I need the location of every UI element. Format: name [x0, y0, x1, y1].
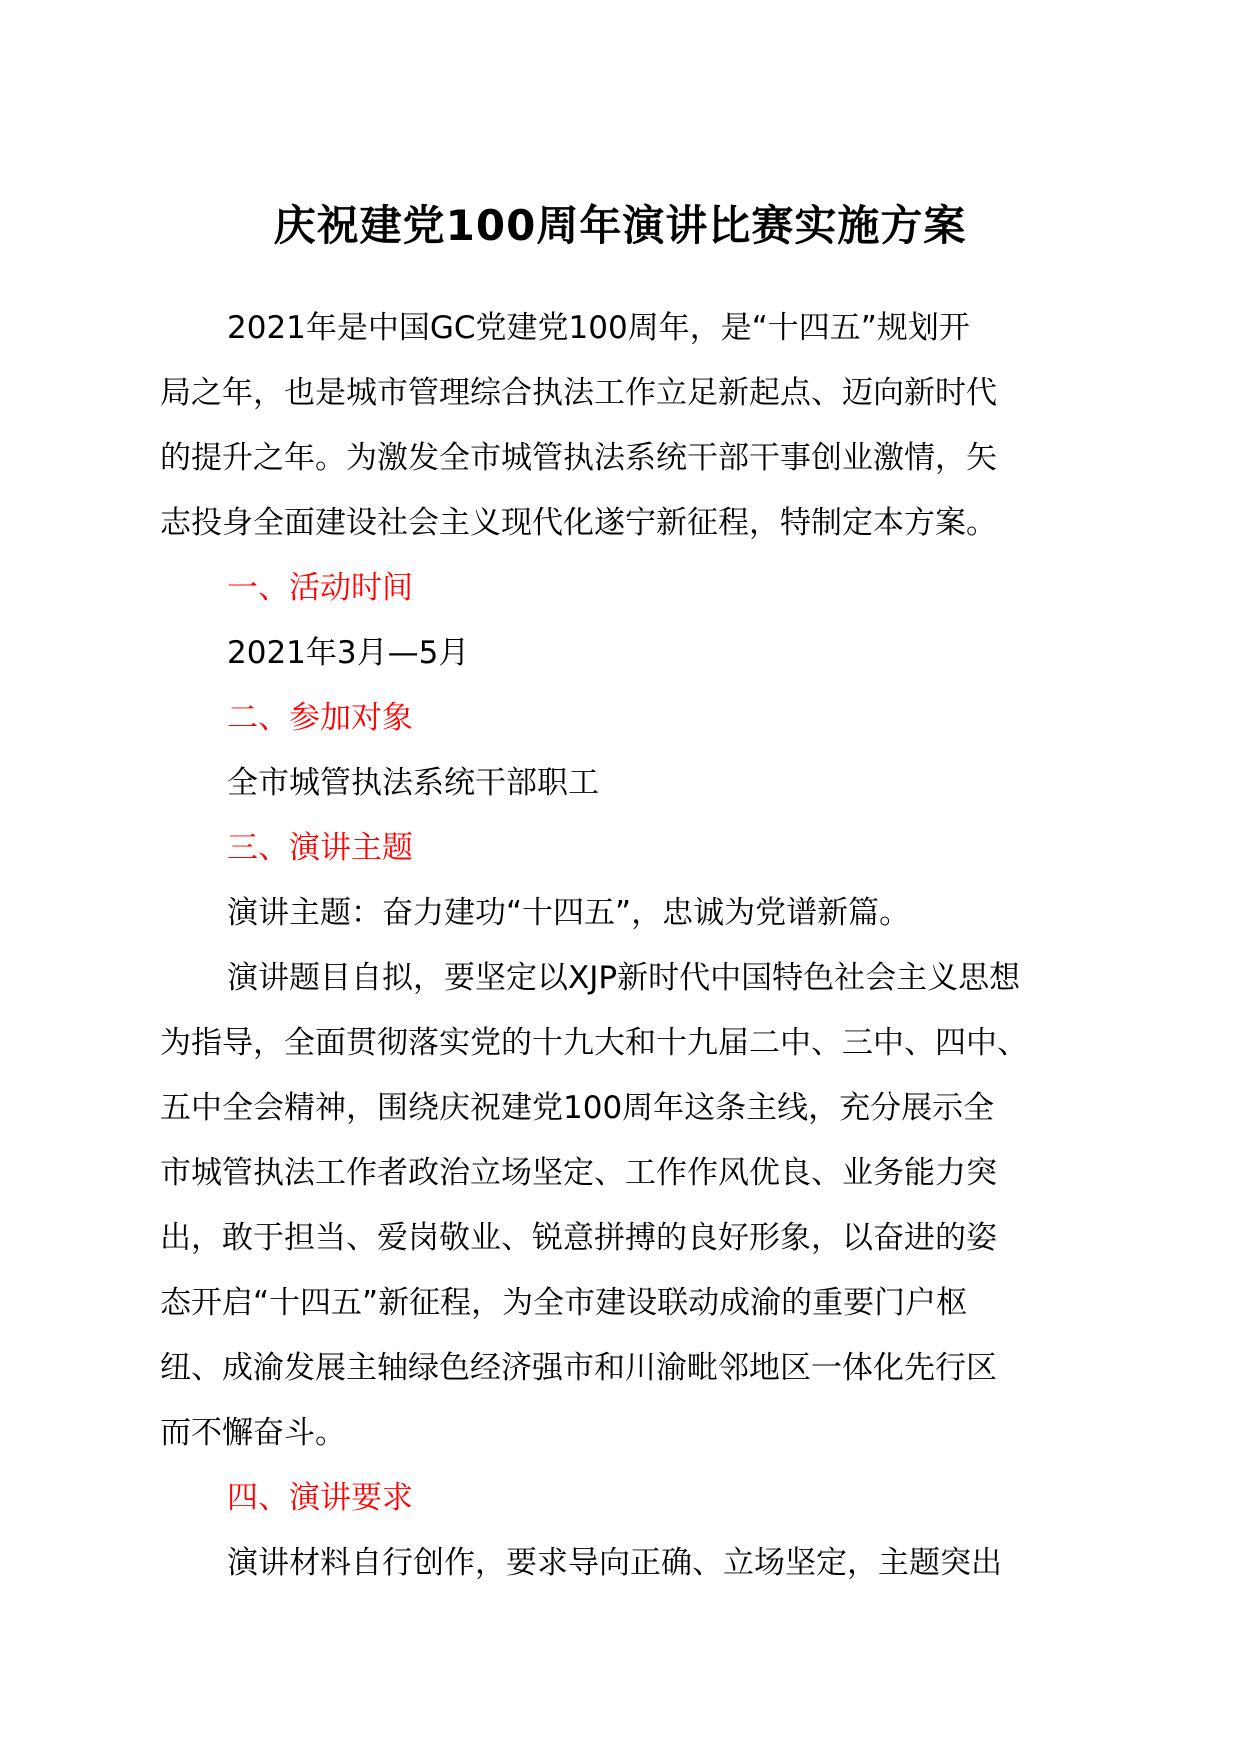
intro-paragraph: 2021年是中国GC党建党100周年，是“十四五”规划开 局之年，也是城市管理综合执法工作立足新起点、迈向新时代 的提升之年。为激发全市城管执法系统干部干事创业激情，矢 志投身全面建设社会主义现代化遂宁新征程，特制定本方案。 — [160, 310, 997, 541]
section-paragraph-theme: 演讲主题：奋力建功“十四五”，忠诚为党谱新篇。 — [227, 895, 911, 931]
section-heading-requirements: 四、演讲要求 — [227, 1480, 413, 1516]
section-heading-theme: 三、演讲主题 — [227, 830, 413, 866]
section-heading-time: 一、活动时间 — [227, 570, 413, 606]
section-paragraph-participants: 全市城管执法系统干部职工 — [227, 765, 599, 801]
document-title: 庆祝建党100周年演讲比赛实施方案 — [273, 201, 967, 250]
section-paragraph-requirements: 演讲材料自行创作，要求导向正确、立场坚定，主题突出 — [227, 1545, 1002, 1581]
document-body — [160, 296, 1090, 1596]
section-paragraph-time: 2021年3月—5月 — [227, 635, 470, 671]
section-paragraph-theme-detail: 演讲题目自拟，要坚定以XJP新时代中国特色社会主义思想 为指导，全面贯彻落实党的十九大和十九届二中、三中、四中、 五中全会精神，围绕庆祝建党100周年这条主线，充分展示全 市城管执法工作者政治立场坚定、工作作风优良、业务能力突 出，敢于担当、爱岗敬业、锐意拼搏的良好形象，以奋进的姿 态开启“十四五”新征程，为全市建设联动成渝的重要门户枢 纽、成渝发展主轴绿色经济强市和川渝毗邻地区一体化先行区 而不懈奋斗。 — [160, 960, 1028, 1451]
section-heading-participants: 二、参加对象 — [227, 700, 413, 736]
